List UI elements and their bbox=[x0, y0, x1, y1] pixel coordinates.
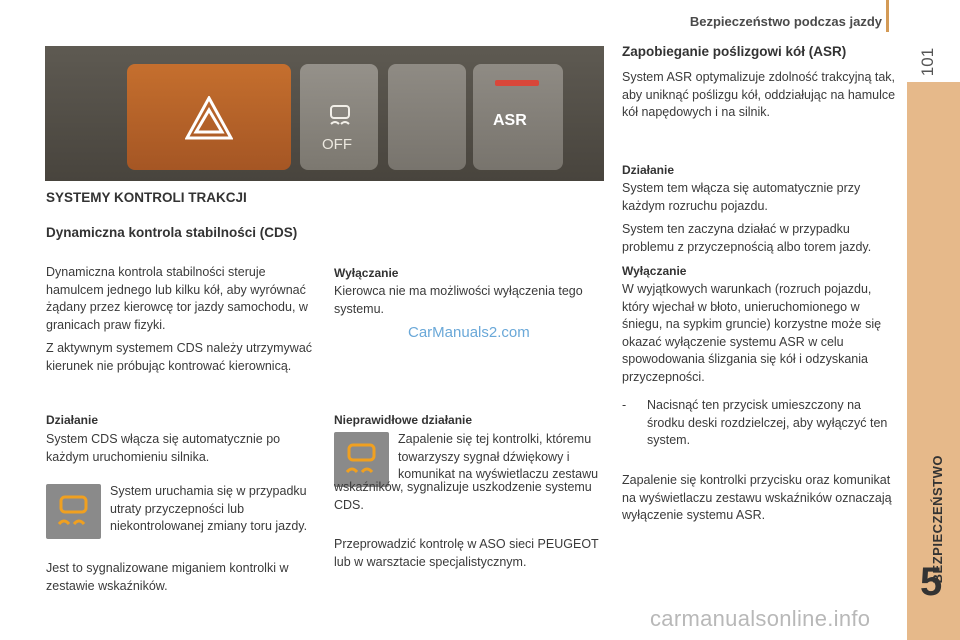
cds-fault-text: wskaźników, sygnalizuje uszkodzenie systemu CDS. bbox=[334, 480, 592, 512]
asr-dzialanie-paragraph-2: System ten zaczyna działać w przypadku problemu z przyczepnością albo torem jazdy. bbox=[622, 222, 872, 254]
cds-dzialanie-text: System CDS włącza się automatycznie po każdym uruchomieniu silnika. bbox=[46, 432, 281, 464]
header-accent-rule bbox=[886, 0, 889, 32]
hazard-triangle-icon bbox=[185, 96, 233, 140]
cds-off-button bbox=[300, 64, 378, 170]
cds-lamp-description: System uruchamia się w przypadku utraty przyczepności lub niekontrolowanej zmiany toru jazdy. bbox=[110, 484, 308, 533]
cds-paragraph-2: Z aktywnym systemem CDS należy utrzymywać kierunek nie próbując kontrować kierownicą. bbox=[46, 341, 313, 373]
section-title: SYSTEMY KONTROLI TRAKCJI bbox=[46, 190, 247, 205]
dashboard-buttons-photo bbox=[45, 46, 604, 181]
blank-button bbox=[388, 64, 466, 170]
cds-warning-lamp bbox=[46, 484, 101, 539]
footer-watermark: carmanualsonline.info bbox=[650, 606, 871, 631]
asr-intro: System ASR optymalizuje zdolność trakcyjną tak, aby uniknąć poślizgu kół, oddziałując na hamulce kół napędowych i na silnik. bbox=[622, 70, 896, 119]
page-number: 101 bbox=[918, 47, 937, 77]
watermark: CarManuals2.com bbox=[408, 324, 530, 341]
asr-wylaczanie-text: W wyjątkowych warunkach (rozruch pojazdu, który wjechał w błoto, unieruchomionego w śniegu, na sypkim gruncie) korzystne może się okazać wyłączenie systemu ASR w celu spowodowania ślizgania się kół i odzyskania przyczepności. bbox=[622, 282, 882, 384]
chapter-number: 5 bbox=[920, 560, 943, 604]
cds-check-text: Przeprowadzić kontrolę w ASO sieci PEUGEOT lub w warsztacie specjalistycznym. bbox=[334, 537, 599, 569]
cds-paragraph-1: Dynamiczna kontrola stabilności steruje hamulcem jednego lub kilku kół, aby wyrównać żądany przez kierowcę tor jazdy samochodu, w granicach praw fizyki. bbox=[46, 265, 308, 332]
skidding-car-icon bbox=[46, 484, 101, 539]
skidding-car-icon bbox=[325, 102, 355, 132]
cds-lamp-signal-text: Jest to sygnalizowane miganiem kontrolki w zestawie wskaźników. bbox=[46, 561, 289, 593]
asr-title: Zapobieganie poślizgowi kół (ASR) bbox=[622, 44, 847, 59]
cds-intro bbox=[46, 264, 326, 381]
cds-subtitle: Dynamiczna kontrola stabilności (CDS) bbox=[46, 225, 298, 240]
asr-dzialanie-heading: Działanie bbox=[622, 163, 675, 177]
asr-dzialanie-paragraph-1: System tem włącza się automatycznie przy każdym rozruchu pojazdu. bbox=[622, 181, 861, 213]
asr-dzialanie-text bbox=[622, 180, 897, 262]
cds-fault-lamp-text: Zapalenie się tej kontrolki, któremu towarzyszy sygnał dźwiękowy i komunikat na wyświetlaczu zestawu bbox=[398, 432, 599, 481]
cds-wylaczanie-heading: Wyłączanie bbox=[334, 266, 399, 280]
list-item: Nacisnąć ten przycisk umieszczony na środku deski rozdzielczej, aby wyłączyć ten system. bbox=[647, 398, 888, 447]
hazard-button bbox=[127, 64, 291, 170]
asr-off-indication-text: Zapalenie się kontrolki przycisku oraz komunikat na wyświetlaczu zestawu wskaźników oznaczają wyłączenie systemu ASR. bbox=[622, 473, 892, 522]
running-header: Bezpieczeństwo podczas jazdy bbox=[689, 14, 882, 29]
chapter-label: BEZPIECZEŃSTWO bbox=[930, 455, 945, 584]
cds-dzialanie-heading: Działanie bbox=[46, 413, 99, 427]
cds-fault-heading: Nieprawidłowe działanie bbox=[334, 413, 473, 427]
asr-wylaczanie-heading: Wyłączanie bbox=[622, 264, 687, 278]
cds-wylaczanie-text: Kierowca nie ma możliwości wyłączenia tego systemu. bbox=[334, 284, 583, 316]
asr-indicator-led bbox=[495, 80, 539, 86]
list-dash: - bbox=[622, 398, 627, 412]
off-label: OFF bbox=[322, 136, 352, 153]
asr-label: ASR bbox=[493, 112, 527, 129]
asr-button bbox=[473, 64, 563, 170]
